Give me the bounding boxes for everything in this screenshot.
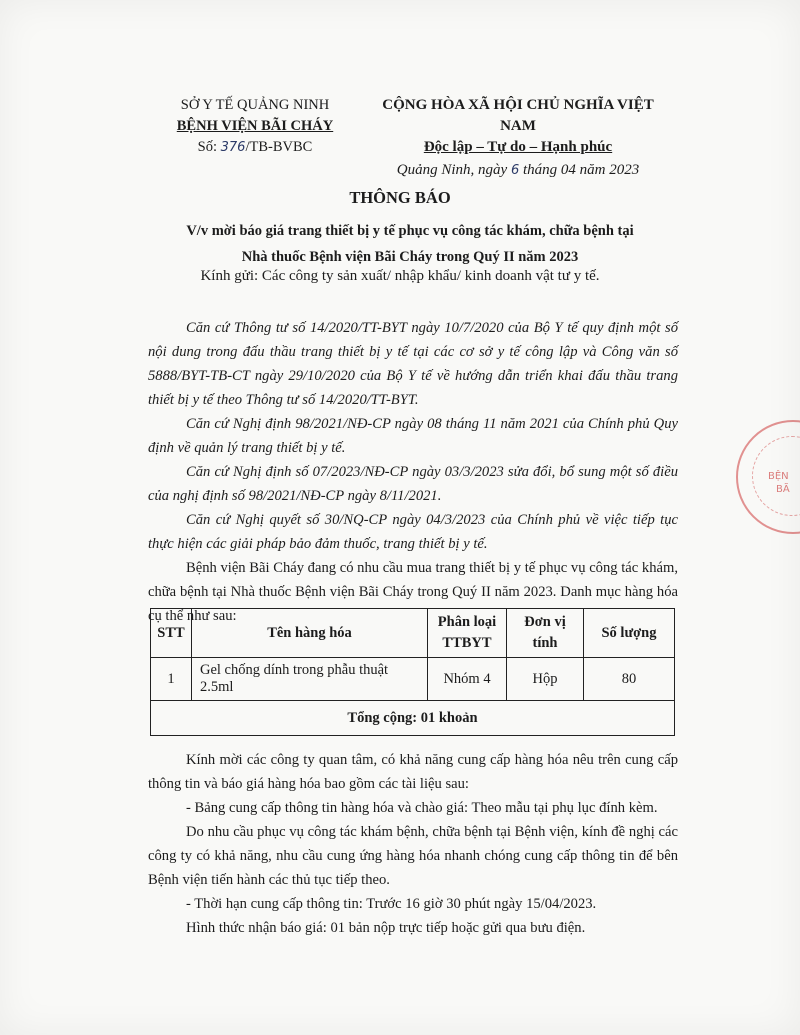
legal-basis-3: Căn cứ Nghị định số 07/2023/NĐ-CP ngày 03/3/2023 sửa đổi, bổ sung một số điều của nghị định số 98/2021/NĐ-CP ngày 8/11/2021. (148, 464, 678, 504)
document-date (368, 160, 668, 181)
document-number (165, 137, 345, 158)
date-day-handwritten: 6 (510, 163, 520, 178)
issuer-hospital-name: BỆNH VIỆN BÃI CHÁY (176, 118, 334, 134)
document-subject (150, 218, 670, 270)
national-motto (368, 137, 668, 158)
header-category-line-1: Phân loại (437, 614, 497, 630)
recipient-line: Kính gửi: Các công ty sản xuất/ nhập khẩu/ kinh doanh vật tư y tế. (200, 268, 600, 284)
closing-item-1: - Bảng cung cấp thông tin hàng hóa và chào giá: Theo mẫu tại phụ lục đính kèm. (186, 800, 658, 816)
cell-unit: Hộp (507, 658, 584, 701)
closing-section (148, 748, 678, 940)
intro-paragraph: Bệnh viện Bãi Cháy đang có nhu cầu mua trang thiết bị y tế phục vụ công tác khám, chữa bệnh tại Nhà thuốc Bệnh viện Bãi Cháy trong Quý II năm 2023. Danh mục hàng hóa cụ thể như sau: (148, 560, 678, 624)
cell-total: Tổng cộng: 01 khoản (151, 701, 675, 736)
seal-text-line-2: BÃ (776, 484, 790, 495)
header-unit-line-2: tính (532, 635, 558, 651)
header-quantity: Số lượng (584, 609, 675, 658)
table-row (151, 658, 675, 701)
header-name: Tên hàng hóa (192, 609, 428, 658)
seal-text-line-1: BỆN (768, 471, 789, 482)
national-motto-text: Độc lập – Tự do – Hạnh phúc (423, 139, 613, 155)
cell-stt: 1 (151, 658, 192, 701)
table-header-row (151, 609, 675, 658)
issuer-department: SỞ Y TẾ QUẢNG NINH (180, 97, 330, 113)
doc-number-prefix: Số: (197, 139, 221, 155)
legal-bases-section (148, 316, 678, 628)
header-unit (507, 609, 584, 658)
header-stt: STT (151, 609, 192, 658)
legal-basis-1: Căn cứ Thông tư số 14/2020/TT-BYT ngày 10/7/2020 của Bộ Y tế quy định một số nội dung trong đấu thầu trang thiết bị y tế tại các cơ sở y tế công lập và Công văn số 5888/BYT-TB-CT ngày 29/10/2020 của Bộ Y tế về hướng dẫn triển khai đấu thầu trang thiết bị y tế theo Thông tư số 14/2020/TT-BYT. (148, 320, 678, 408)
issuer-hospital (165, 116, 345, 137)
legal-basis-4: Căn cứ Nghị quyết số 30/NQ-CP ngày 04/3/2023 của Chính phủ về việc tiếp tục thực hiện các giải pháp bảo đảm thuốc, trang thiết bị y tế. (148, 512, 678, 552)
cell-name: Gel chống dính trong phẫu thuật 2.5ml (192, 658, 428, 701)
issuer-block (165, 95, 345, 158)
date-suffix: tháng 04 năm 2023 (519, 162, 640, 178)
header-category-line-2: TTBYT (442, 635, 492, 651)
goods-table (150, 608, 675, 736)
national-title: CỘNG HÒA XÃ HỘI CHỦ NGHĨA VIỆT NAM (382, 97, 654, 134)
legal-basis-2: Căn cứ Nghị định 98/2021/NĐ-CP ngày 08 tháng 11 năm 2021 của Chính phủ Quy định về quản lý trang thiết bị y tế. (148, 416, 678, 456)
doc-number-handwritten: 376 (220, 140, 246, 155)
doc-number-suffix: /TB-BVBC (245, 139, 313, 155)
subject-line-2: Nhà thuốc Bệnh viện Bãi Cháy trong Quý II năm 2023 (241, 249, 579, 265)
closing-paragraph-3: Hình thức nhận báo giá: 01 bản nộp trực tiếp hoặc gửi qua bưu điện. (186, 920, 586, 936)
national-motto-block (368, 95, 668, 181)
date-prefix: Quảng Ninh, ngày (396, 162, 511, 178)
header-category (428, 609, 507, 658)
header-unit-line-1: Đơn vị (524, 614, 566, 630)
table-total-row (151, 701, 675, 736)
cell-quantity: 80 (584, 658, 675, 701)
closing-item-2: - Thời hạn cung cấp thông tin: Trước 16 giờ 30 phút ngày 15/04/2023. (186, 896, 597, 912)
red-seal-text (768, 470, 790, 496)
closing-paragraph-1: Kính mời các công ty quan tâm, có khả năng cung cấp hàng hóa nêu trên cung cấp thông tin và báo giá hàng hóa bao gồm các tài liệu sau: (148, 752, 678, 792)
document-title: THÔNG BÁO (349, 188, 451, 207)
subject-line-1: V/v mời báo giá trang thiết bị y tế phục vụ công tác khám, chữa bệnh tại (186, 223, 634, 239)
closing-paragraph-2: Do nhu cầu phục vụ công tác khám bệnh, chữa bệnh tại Bệnh viện, kính đề nghị các công ty có khả năng, nhu cầu cung ứng hàng hóa nhanh chóng cung cấp thông tin để bên Bệnh viện tiến hành các thủ tục tiếp theo. (148, 824, 678, 888)
cell-category: Nhóm 4 (428, 658, 507, 701)
